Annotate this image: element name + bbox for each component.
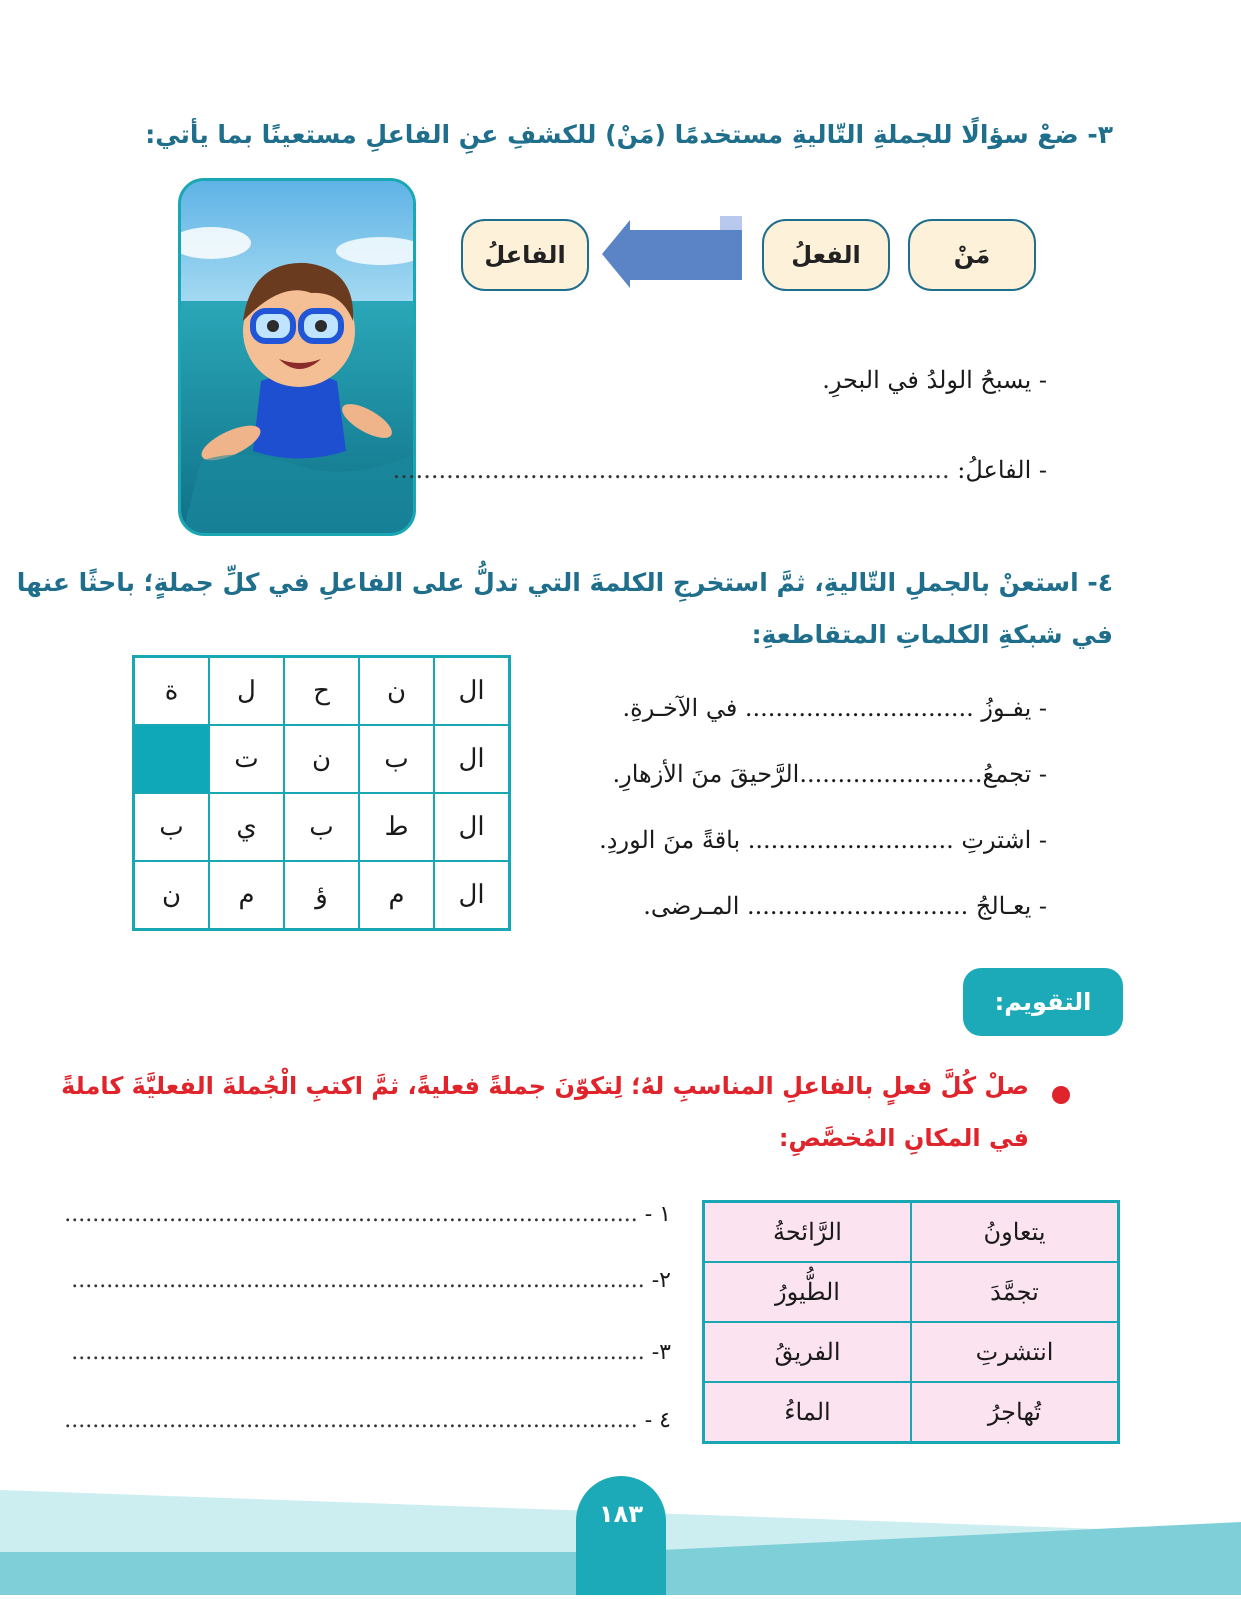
grid-cell-filled [134,725,210,793]
swimming-boy-image [178,178,416,536]
grid-cell: ب [134,793,210,861]
grid-cell: ن [284,725,359,793]
grid-cell: ن [359,657,434,726]
answer-line-2[interactable]: ٢- .................................................................................. [71,1268,671,1293]
q4-title-line2: في شبكةِ الكلماتِ المتقاطعةِ: [751,620,1113,649]
subject-cell: الماءُ [704,1382,912,1443]
q3-sentence: - يسبحُ الولدُ في البحرِ. [822,366,1047,394]
q4-sentence-4: - يعـالجُ ............................. المـرضى. [643,892,1047,920]
verb-cell: يتعاونُ [911,1202,1119,1263]
grid-cell: ل [209,657,284,726]
answer-line-3[interactable]: ٣- .................................................................................. [71,1340,671,1365]
bullet-icon [1052,1086,1070,1104]
verb-cell: تُهاجرُ [911,1382,1119,1443]
q3-title: ٣- ضعْ سؤالًا للجملةِ التّاليةِ مستخدمًا (مَنْ) للكشفِ عنِ الفاعلِ مستعينًا بما يأتي: [145,120,1113,149]
pill-subject: الفاعلُ [461,219,589,291]
evaluation-instruction-line2: في المكانِ المُخصَّصِ: [778,1124,1029,1152]
grid-cell: م [209,861,284,930]
grid-cell: ال [434,657,510,726]
grid-cell: ن [134,861,210,930]
answer-line-1[interactable]: ١ - .................................................................................. [64,1202,671,1227]
q4-sentence-2: - تجمعُ........................الرَّحيقَ منَ الأزهارِ. [612,760,1047,788]
verb-cell: تجمَّدَ [911,1262,1119,1322]
grid-cell: ال [434,725,510,793]
grid-cell: ؤ [284,861,359,930]
grid-cell: ب [284,793,359,861]
q3-answer-line: - الفاعلُ: ......................................................................... [392,456,1047,484]
grid-cell: ب [359,725,434,793]
pill-man: مَنْ [908,219,1036,291]
subject-cell: الطُّيورُ [704,1262,912,1322]
pill-verb: الفعلُ [762,219,890,291]
grid-cell: ت [209,725,284,793]
grid-cell: ح [284,657,359,726]
verb-cell: انتشرتِ [911,1322,1119,1382]
grid-cell: ال [434,861,510,930]
subject-cell: الرَّائحةُ [704,1202,912,1263]
evaluation-tab: التقويم: [963,968,1123,1036]
match-table [702,1200,1120,1444]
left-arrow-icon [602,216,744,292]
crossword-grid [132,655,511,931]
q4-sentence-3: - اشترتِ ........................... باقةً منَ الوردِ. [599,826,1047,854]
answer-line-4[interactable]: ٤ - .................................................................................. [64,1408,671,1433]
grid-cell: ة [134,657,210,726]
q4-sentence-1: - يفـوزُ .............................. في الآخـرةِ. [622,694,1047,722]
evaluation-instruction-line1: صلْ كُلَّ فعلٍ بالفاعلِ المناسبِ لهُ؛ لِتكوّنَ جملةً فعليةً، ثمَّ اكتبِ الْجُملةَ الفعليَّةَ كاملةً [61,1072,1029,1100]
grid-cell: ط [359,793,434,861]
q4-title-line1: ٤- استعنْ بالجملِ التّاليةِ، ثمَّ استخرجِ الكلمةَ التي تدلُّ على الفاعلِ في كلِّ جملةٍ؛ باحثًا عنها [16,568,1113,597]
grid-cell: م [359,861,434,930]
page-number: ١٨٣ [599,1500,643,1528]
grid-cell: ي [209,793,284,861]
page-number-tab [576,1476,666,1595]
grid-cell: ال [434,793,510,861]
subject-cell: الفريقُ [704,1322,912,1382]
